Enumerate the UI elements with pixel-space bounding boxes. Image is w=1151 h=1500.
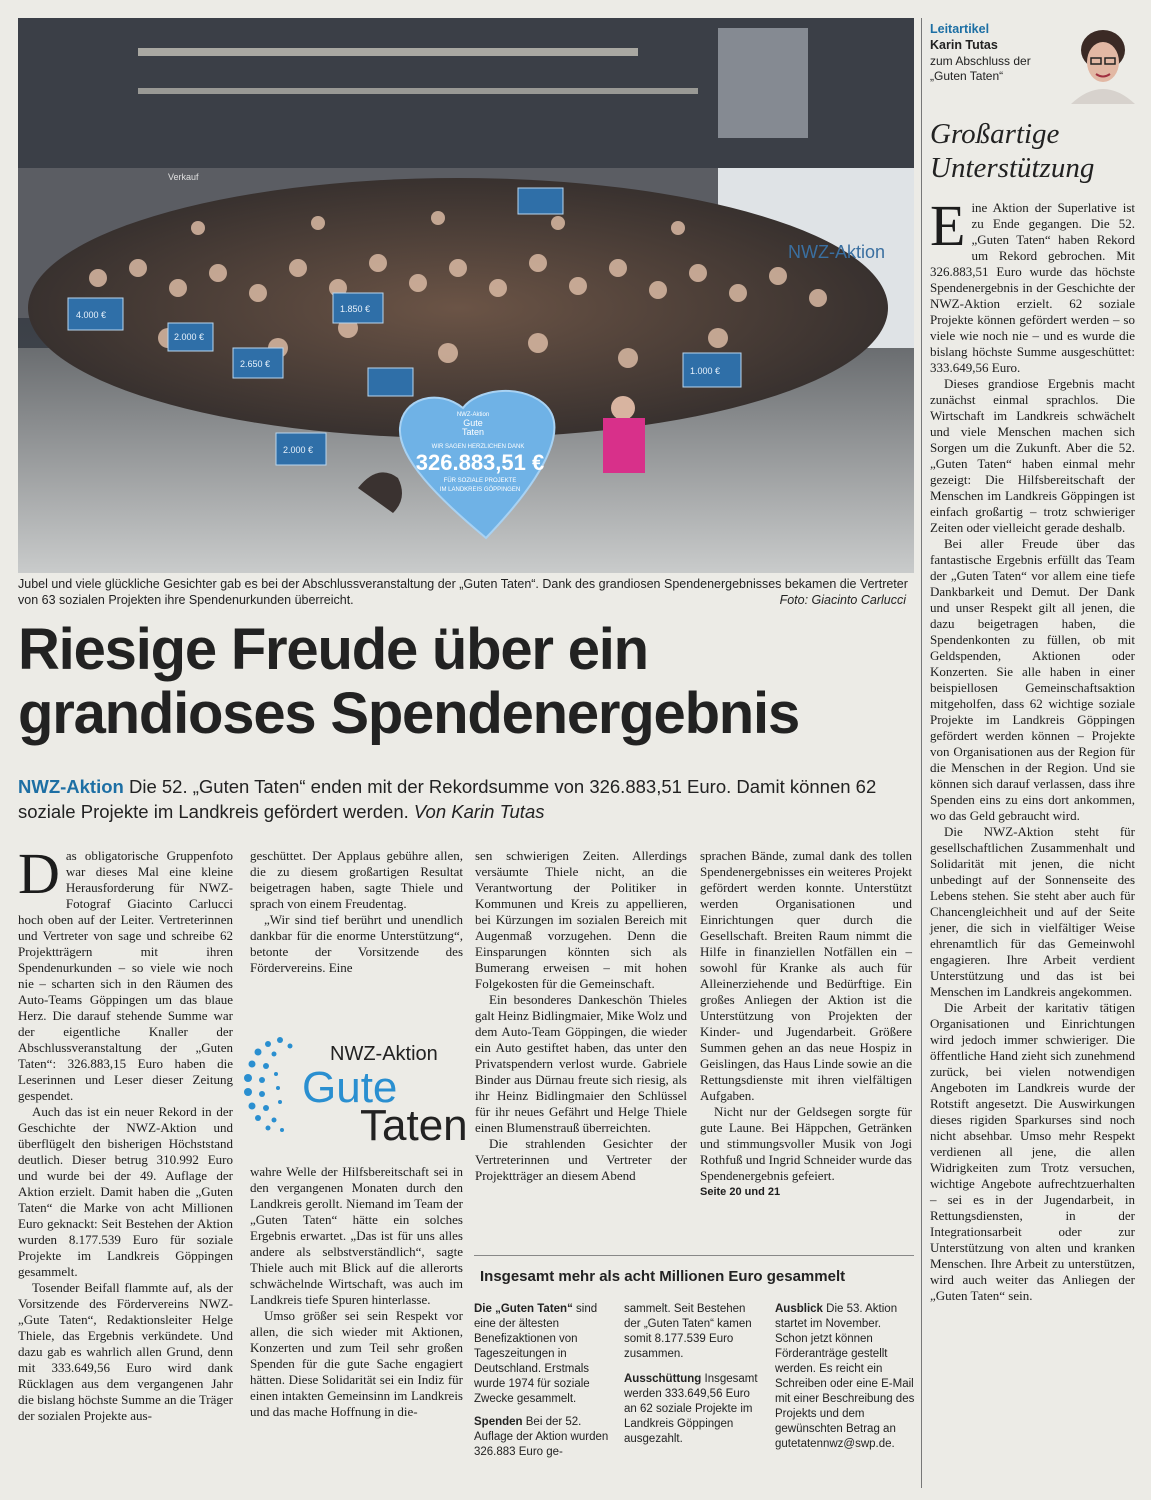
- cheque-amount: 2.000 €: [174, 332, 205, 342]
- heart-line2: IM LANDKREIS GÖPPINGEN: [439, 487, 521, 493]
- info-text: Die 53. Aktion startet im November. Schon jetzt können Förderanträge gestellt werden. Es reicht ein Schreiben oder eine E-Mail mit einer Beschreibung des Projekts und dem gewünschten Betrag an gutetatennwz@swp.de.: [775, 1303, 915, 1450]
- page-reference: Seite 20 und 21: [700, 1186, 781, 1198]
- paragraph: wahre Welle der Hilfsbereitschaft sei in den vergangenen Monaten durch den Landkreis gerollt. Niemand im Team der „Guten Taten“ hätte ein solches Ergebnis erwartet. „Das ist für uns alles andere als selbstverständlich“, sagte Thiele auch mit Blick auf die allerorts schwächelnde Wirtschaft, was auch im Landkreis tiefe Spuren hinterlasse.: [250, 1164, 463, 1307]
- info-column-3: [775, 1302, 915, 1452]
- group-photo: [18, 18, 914, 573]
- cheque-sign: [368, 368, 413, 396]
- paragraph: Bei aller Freude über das fantastische Ergebnis erfüllt das Team der „Guten Taten“ vor allem eine tiefe Dankbarkeit und Demut. Der Dank und unser Respekt gilt all jenen, die dazu beigetragen haben, die Spendenkonten zu füllen, ob mit Geldspenden, Aktionen oder Konzerten. Sie alle haben in einer beispiellosen Gemeinschaftsaktion mitgeholfen, dass 62 wichtige soziale Projekte im Landkreis Göppingen gefördert werden können – Projekte von Organisationen aus der Region für die Menschen in der Region. Und sie können sich darauf verlassen, dass ihre Spenden eins zu eins dort ankommen, wo das Geld gebraucht wird.: [930, 536, 1135, 823]
- dots-icon: [240, 1030, 310, 1140]
- paragraph: Dieses grandiose Ergebnis macht zunächst einmal sprachlos. Die Wirtschaft im Landkreis schwächelt und viele Menschen machen sich Sorgen um die Zukunft. Aber die 52. „Guten Taten“ haben einmal mehr gezeigt: Die Hilfsbereitschaft der Menschen im Landkreis Göppingen ist einfach großartig – trotz schwieriger Zeiten oder vielleicht gerade deshalb.: [930, 376, 1135, 535]
- photo-credit: Foto: Giacinto Carlucci: [779, 593, 906, 607]
- paragraph: Umso größer sei sein Respekt vor allen, die sich wieder mit Aktionen, Konzerten und zum Teil sehr großen Spenden für die gute Sache engagiert hätten. Diese Solidarität sei ein Indiz für einen intakten Gemeinsinn im Landkreis und das mache Hoffnung in die-: [250, 1308, 463, 1419]
- dropcap: E: [930, 193, 966, 258]
- leitartikel-author: Karin Tutas: [930, 38, 998, 52]
- logo-gute-text: Gute: [302, 1063, 398, 1112]
- cheque-amount: 1.850 €: [340, 304, 371, 314]
- paragraph: Tosender Beifall flammte auf, als der Vorsitzende des Fördervereins NWZ-„Gute Taten“, Redaktionsleiter Helge Thiele, das Ergebnis verkündete. Und dazu gab es wahrlich allen Grund, denn mit 333.649,56 Euro wird dank Rücklagen aus dem vergangenen Jahr die bislang höchste Summe an die Träger der sozialen Projekte aus-: [18, 1280, 233, 1423]
- paragraph: as obligatorische Gruppenfoto war dieses Mal eine kleine Herausforderung für NWZ-Fotograf Giacinto Carlucci hoch oben auf der Leiter. Vertreterinnen und Vertreter von sage und schreibe 62 Projektträgern mit ihren Spendenurkunden – so viele wie noch nie – scharten sich in den Räumen des Auto-Teams Göppingen um das blaue Herz. Die darauf stehende Summe war der eigentliche Knaller der Abschlussveranstaltung der „Guten Taten“: 326.883,15 Euro haben die Leserinnen und Leser dieser Zeitung gespendet.: [18, 848, 233, 1103]
- paragraph: sprachen Bände, zumal dank des tollen Spendenergebnisses ein weiteres Projekt gefördert werden konnte. Unterstützt werden Organisationen und Einrichtungen quer durch die Gesellschaft. Breiten Raum nimmt die Hilfe in finanziellen Notfällen ein – sowohl für Kranke als auch für Alleinerziehende und Bedürftige. Ein großes Anliegen der Aktion ist die Unterstützung von Projekten der Kinder- und Jugendarbeit. Größere Summen gehen an das neue Hospiz in Geislingen, das Haus Linde sowie an die Rettungsdienste mit ihren vielfältigen Aufgaben.: [700, 848, 912, 1103]
- info-text: Insgesamt werden 333.649,56 Euro an 62 soziale Projekte im Landkreis Göppingen ausgezahlt.: [624, 1373, 758, 1445]
- info-column-2: [624, 1302, 764, 1447]
- leitartikel-title: Großartige Unterstützung: [930, 118, 1095, 184]
- wall-sign: Verkauf: [168, 172, 199, 182]
- paragraph: Ein besonderes Dankeschön Thieles galt Heinz Bidlingmaier, Mike Wolz und dem Auto-Team Göppingen, die wieder ein Auto gestiftet haben, das unter den Privatspendern verlost wurde. Gabriele Binder aus Dürnau freute sich riesig, als ihr Heinz Bidlingmaier den Schlüssel für ihr neues Gefährt und Helge Thiele einen Blumenstrauß überreichten.: [475, 992, 687, 1135]
- column-divider: [921, 18, 922, 1488]
- cheque-amount: 4.000 €: [76, 310, 107, 320]
- cheque-amount: 2.000 €: [283, 445, 314, 455]
- paragraph: Die strahlenden Gesichter der Vertreterinnen und Vertreter der Projektträger an diesem Abend: [475, 1136, 687, 1183]
- info-box-title: Insgesamt mehr als acht Millionen Euro gesammelt: [480, 1268, 846, 1285]
- subheadline-kicker: NWZ-Aktion: [18, 776, 124, 797]
- article-column-2: [250, 848, 463, 976]
- paragraph: sen schwierigen Zeiten. Allerdings versäumte Thiele nicht, an die Verantwortung der Politiker in Kommunen und Kreis zu appellieren, bei Kürzungen im sozialen Bereich mit Augenmaß vorzugehen. Denn die Einsparungen könnten sich als Bumerang erweisen – mit hohen Folgekosten für die Gemeinschaft.: [475, 848, 687, 991]
- article-column-1: [18, 841, 233, 1424]
- heart-logo-taten: Taten: [461, 427, 485, 437]
- paragraph: Die NWZ-Aktion steht für gesellschaftlichen Zusammenhalt und Solidarität mit jenen, die nicht unbedingt auf der Sonnenseite des Lebens stehen. Sie steht aber auch für Chancengleichheit und auf der Seite jener, die sich in vielfältiger Weise ehrenamtlich für das Gemeinwohl engagieren. Ihre Arbeit verdient Unterstützung und das ist bei Menschen im Landkreis angekommen.: [930, 824, 1135, 999]
- info-text: sind eine der ältesten Benefizaktionen von Tageszeitungen in Deutschland. Erstmals wurde 1974 für soziale Zwecke gesammelt.: [474, 1303, 598, 1405]
- paragraph: „Wir sind tief berührt und unendlich dankbar für die enorme Unterstützung“, betonte der Vorsitzende des Fördervereins. Eine: [250, 912, 463, 975]
- info-text: Bei der 52. Auflage der Aktion wurden 326.883 Euro ge-: [474, 1416, 609, 1458]
- info-text: sammelt. Seit Bestehen der „Guten Taten“ kamen somit 8.177.539 Euro zusammen.: [624, 1303, 752, 1360]
- paragraph: Auch das ist ein neuer Rekord in der Geschichte der NWZ-Aktion und überflügelt den bisherigen Höchststand deutlich. Dieser betrug 310.992 Euro und wurde bei der 49. Auflage der Aktion erzielt. Damit haben die „Guten Taten“ die Marke von acht Millionen Euro geknackt: Seit Bestehen der Aktion wurden 8.177.539 Euro für soziale Projekte im Landkreis Göppingen gesammelt.: [18, 1104, 233, 1279]
- dropcap: D: [18, 841, 60, 906]
- person-pink-jacket: [603, 418, 645, 473]
- paragraph: Nicht nur der Geldsegen sorgte für gute Laune. Bei Häppchen, Getränken und stimmungsvoller Musik von Jogi Rothfuß und Ingrid Schneider wurde das Spendenergebnis gefeiert.: [700, 1104, 912, 1183]
- info-heading: Ausblick: [775, 1303, 823, 1315]
- info-heading: Die „Guten Taten“: [474, 1303, 573, 1315]
- paragraph: geschüttet. Der Applaus gebühre allen, die zu diesem großartigen Resultat beigetragen haben, sagte Thiele und sprach von einem Freudentag.: [250, 848, 463, 911]
- subheadline: [18, 774, 918, 824]
- heart-line1: FÜR SOZIALE PROJEKTE: [443, 478, 517, 484]
- article-column-3: [475, 848, 687, 1184]
- leitartikel-desc: zum Abschluss der „Guten Taten“: [930, 54, 1031, 83]
- leitartikel-label: Leitartikel: [930, 22, 990, 36]
- paragraph: ine Aktion der Superlative ist zu Ende gegangen. Die 52. „Guten Taten“ haben Rekord um Rekord gebrochen. Mit 326.883,51 Euro wurde das höchste Spendenergebnis in der Geschichte der NWZ-Aktion erzielt. 62 soziale Projekte können gefördert werden – so viele wie noch nie – und es wurde die bislang höchste Summe ausgeschüttet: 333.649,56 Euro.: [930, 200, 1135, 375]
- subheadline-text: Die 52. „Guten Taten“ enden mit der Rekordsumme von 326.883,51 Euro. Damit können 62 soziale Projekte im Landkreis gefördert werden.: [18, 776, 877, 822]
- cheque-amount: 2.650 €: [240, 359, 271, 369]
- heart-amount: 326.883,51 €: [415, 450, 545, 475]
- info-heading: Ausschüttung: [624, 1373, 702, 1385]
- article-column-4: [700, 848, 912, 1200]
- info-heading: Spenden: [474, 1416, 523, 1428]
- cheque-amount: 1.000 €: [690, 366, 721, 376]
- info-column-1: [474, 1302, 614, 1460]
- heart-logo-gute: Gute: [463, 418, 483, 428]
- author-portrait: [1065, 20, 1140, 104]
- page-title: Riesige Freude über ein grandioses Spendenergebnis: [18, 617, 799, 746]
- photo-caption: Jubel und viele glückliche Gesichter gab es bei der Abschlussveranstaltung der „Guten Taten“. Dank des grandiosen Spendenergebnisses bekamen die Vertreter von 63 sozialen Projekten ihre Spendenurkunden überreicht.: [18, 577, 908, 607]
- heart-logo-top: NWZ-Aktion: [456, 412, 490, 418]
- banner-text: NWZ-Aktion: [788, 242, 886, 262]
- cheque-sign: [518, 188, 563, 214]
- paragraph: Die Arbeit der karitativ tätigen Organisationen und Einrichtungen wird jedoch immer schwieriger. Die öffentliche Hand zieht sich zunehmend zurück, bei vielen notwendigen Angeboten im Landkreis wurde der Rotstift angesetzt. Die Auswirkungen dieses rigiden Sparkurses sind noch nicht absehbar. Umso mehr Respekt verdienen all jene, die allen Widrigkeiten zum Trotz versuchen, wichtige Angebote aufrechtzuerhalten – sei es in der Jugendarbeit, in Rettungsdiensten, in der Integrationsarbeit oder zur Unterstützung von alten und kranken Menschen. Ihre Arbeit zu unterstützen, wird auch weiter das Anliegen der „Guten Taten“ sein.: [930, 1000, 1135, 1303]
- logo-taten-text: Taten: [360, 1101, 468, 1150]
- heart-thanks: WIR SAGEN HERZLICHEN DANK: [431, 444, 525, 450]
- byline: Von Karin Tutas: [413, 801, 545, 822]
- leitartikel-column: [930, 193, 1135, 1304]
- logo-top-text: NWZ-Aktion: [330, 1043, 438, 1065]
- group-photo-image: [18, 18, 914, 573]
- avatar: [1065, 20, 1140, 104]
- article-column-2-lower: [250, 1164, 463, 1420]
